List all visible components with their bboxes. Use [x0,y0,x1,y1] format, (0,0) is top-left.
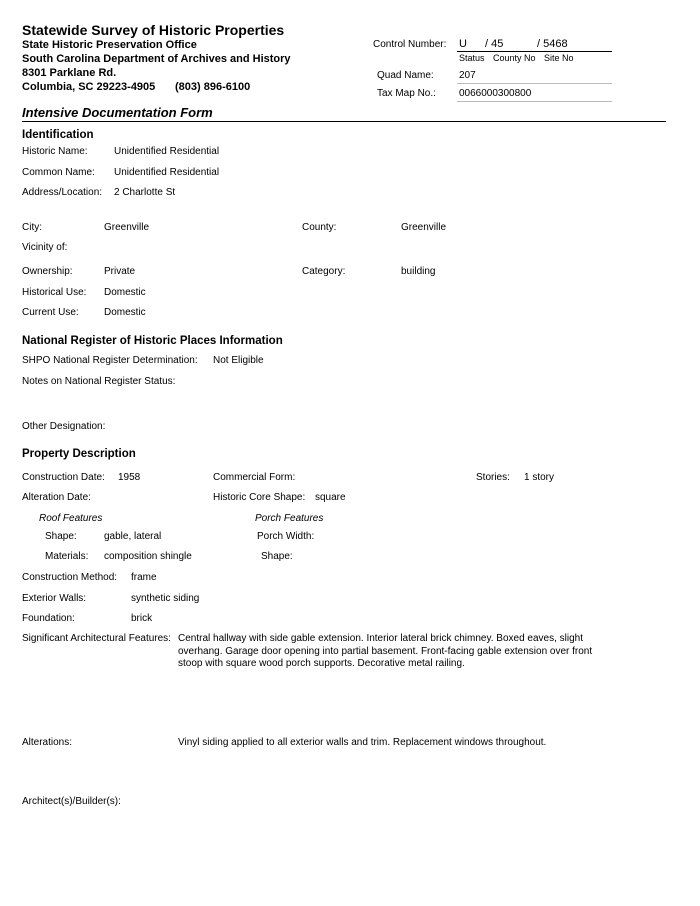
vicinity-label: Vicinity of: [22,242,68,253]
city-label: City: [22,222,42,233]
roof-shape-value: gable, lateral [104,531,162,542]
quad-name-value: 207 [459,70,476,81]
county-value: Greenville [401,222,447,233]
architect-builder-label: Architect(s)/Builder(s): [22,796,121,807]
office-name: State Historic Preservation Office [22,39,197,51]
control-number-underline [457,51,612,52]
nr-notes-label: Notes on National Register Status: [22,376,176,387]
tax-map-underline [457,101,612,102]
form-title: Intensive Documentation Form [22,105,213,120]
common-name-label: Common Name: [22,167,95,178]
historic-name-label: Historic Name: [22,146,88,157]
foundation-value: brick [131,613,153,624]
porch-shape-label: Shape: [261,551,293,562]
tax-map-label: Tax Map No.: [377,88,436,99]
significant-features-value: Central hallway with side gable extension. Interior lateral brick chimney. Boxed eaves, slight overhang. Garage door opening into partial basement. Front-facing gable extension over front stoop with square wood porch supports. Decorative metal railing. [178,633,593,669]
construction-method-label: Construction Method: [22,572,118,583]
city-line: Columbia, SC 29223-4905 [22,81,156,93]
construction-date-label: Construction Date: [22,472,105,483]
ownership-label: Ownership: [22,266,73,277]
core-shape-label: Historic Core Shape: [213,492,306,503]
quad-name-label: Quad Name: [377,70,434,81]
common-name-value: Unidentified Residential [114,167,220,178]
roof-features-heading: Roof Features [39,513,103,524]
survey-title: Statewide Survey of Historic Properties [22,22,285,38]
roof-shape-label: Shape: [45,531,77,542]
current-use-label: Current Use: [22,307,79,318]
stories-label: Stories: [476,472,510,483]
core-shape-value: square [315,492,346,503]
national-register-heading: National Register of Historic Places Information [22,335,283,347]
county-no-caption: County No [493,53,536,63]
phone-number: (803) 896-6100 [175,81,251,93]
exterior-walls-label: Exterior Walls: [22,593,87,604]
porch-width-label: Porch Width: [257,531,315,542]
department-name: South Carolina Department of Archives and History [22,53,291,65]
current-use-value: Domestic [104,307,146,318]
identification-heading: Identification [22,129,94,141]
commercial-form-label: Commercial Form: [213,472,296,483]
form-title-rule [22,121,666,122]
stories-value: 1 story [524,472,555,483]
control-site-no: / 5468 [537,38,568,50]
historical-use-value: Domestic [104,287,146,298]
historic-name-value: Unidentified Residential [114,146,220,157]
historical-use-label: Historical Use: [22,287,87,298]
construction-date-value: 1958 [118,472,141,483]
control-county-no: / 45 [485,38,504,50]
nr-determination-label: SHPO National Register Determination: [22,355,198,366]
street-address: 8301 Parklane Rd. [22,67,117,79]
tax-map-value: 0066000300800 [459,88,532,99]
alterations-label: Alterations: [22,737,73,748]
status-caption: Status [459,53,485,63]
foundation-label: Foundation: [22,613,75,624]
significant-features-label: Significant Architectural Features: [22,633,171,644]
quad-name-underline [457,83,612,84]
nr-determination-value: Not Eligible [213,355,264,366]
porch-features-heading: Porch Features [255,513,324,524]
ownership-value: Private [104,266,136,277]
exterior-walls-value: synthetic siding [131,593,200,604]
alterations-value: Vinyl siding applied to all exterior walls and trim. Replacement windows throughout. [178,737,547,748]
alteration-date-label: Alteration Date: [22,492,91,503]
city-value: Greenville [104,222,150,233]
address-label: Address/Location: [22,187,103,198]
construction-method-value: frame [131,572,157,583]
county-label: County: [302,222,337,233]
address-value: 2 Charlotte St [114,187,176,198]
category-value: building [401,266,436,277]
roof-materials-label: Materials: [45,551,89,562]
category-label: Category: [302,266,346,277]
roof-materials-value: composition shingle [104,551,192,562]
control-status: U [459,38,467,50]
property-description-heading: Property Description [22,448,136,460]
site-no-caption: Site No [544,53,574,63]
other-designation-label: Other Designation: [22,421,106,432]
control-number-label: Control Number: [373,39,447,50]
